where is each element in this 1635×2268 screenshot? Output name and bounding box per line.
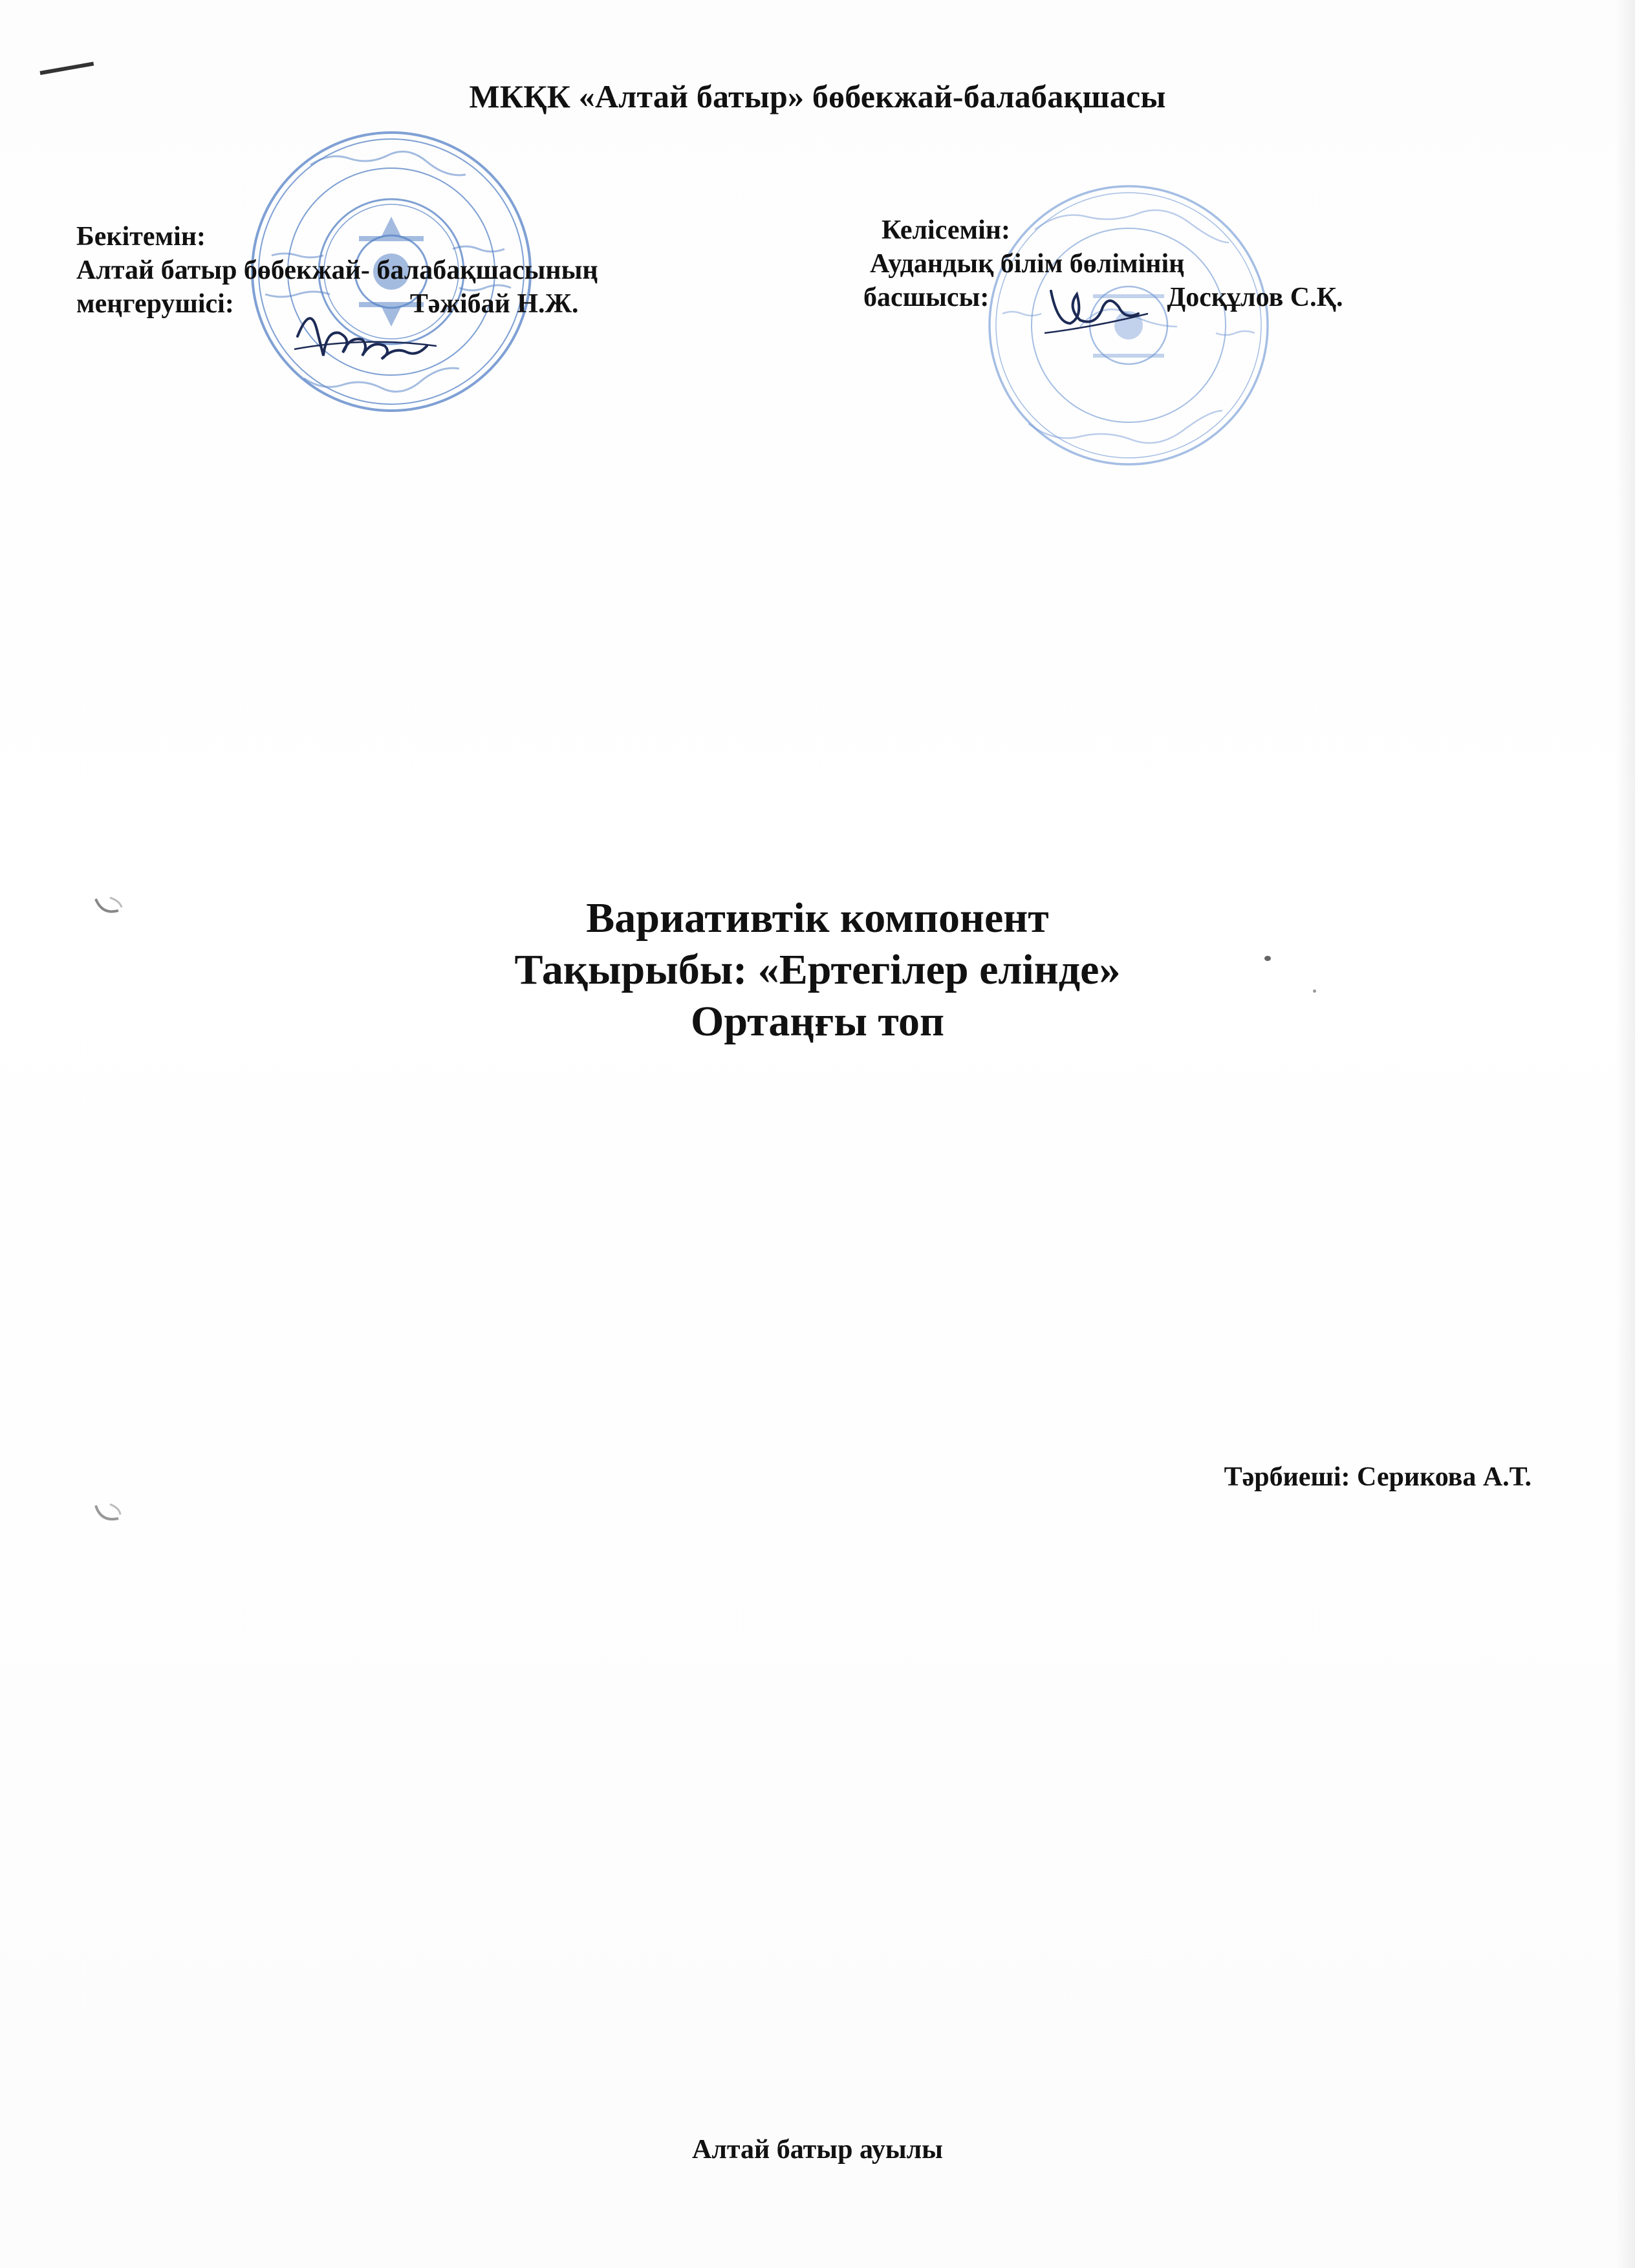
group-title: Ортаңғы топ [690, 998, 944, 1045]
teacher-name: Тәрбиеші: Серикова А.Т. [1224, 1462, 1532, 1492]
corner-pen-mark [39, 61, 94, 74]
scan-edge [1616, 0, 1635, 2268]
approval-label: Бекітемін: [76, 222, 206, 252]
approval-line1: Алтай батыр бөбекжай- балабақшасының [76, 255, 598, 285]
topic-title: Тақырыбы: «Ертегілер елінде» [514, 946, 1121, 993]
punch-hole-mark-icon [91, 1500, 129, 1526]
agreement-line1: Аудандық білім бөлімінің [870, 249, 1185, 279]
approval-name: Тәжібай Н.Ж. [409, 289, 579, 319]
agreement-name: Досқұлов С.Қ. [1167, 283, 1343, 312]
agreement-signature-line [863, 281, 1575, 314]
scan-speck [1313, 989, 1316, 993]
approval-role: меңгерушісі: [76, 289, 234, 319]
punch-hole-mark-icon [91, 892, 129, 918]
agreement-role: басшысы: [863, 283, 990, 312]
approval-block [76, 220, 788, 321]
approval-signature-line [76, 287, 788, 321]
organization-title: МКҚК «Алтай батыр» бөбекжай-балабақшасы [469, 78, 1166, 114]
village-name: Алтай батыр ауылы [692, 2135, 943, 2165]
agreement-label: Келісемін: [882, 215, 1010, 245]
agreement-block [863, 213, 1575, 314]
component-title: Вариативтік компонент [586, 894, 1049, 942]
scan-speck [1264, 956, 1271, 961]
